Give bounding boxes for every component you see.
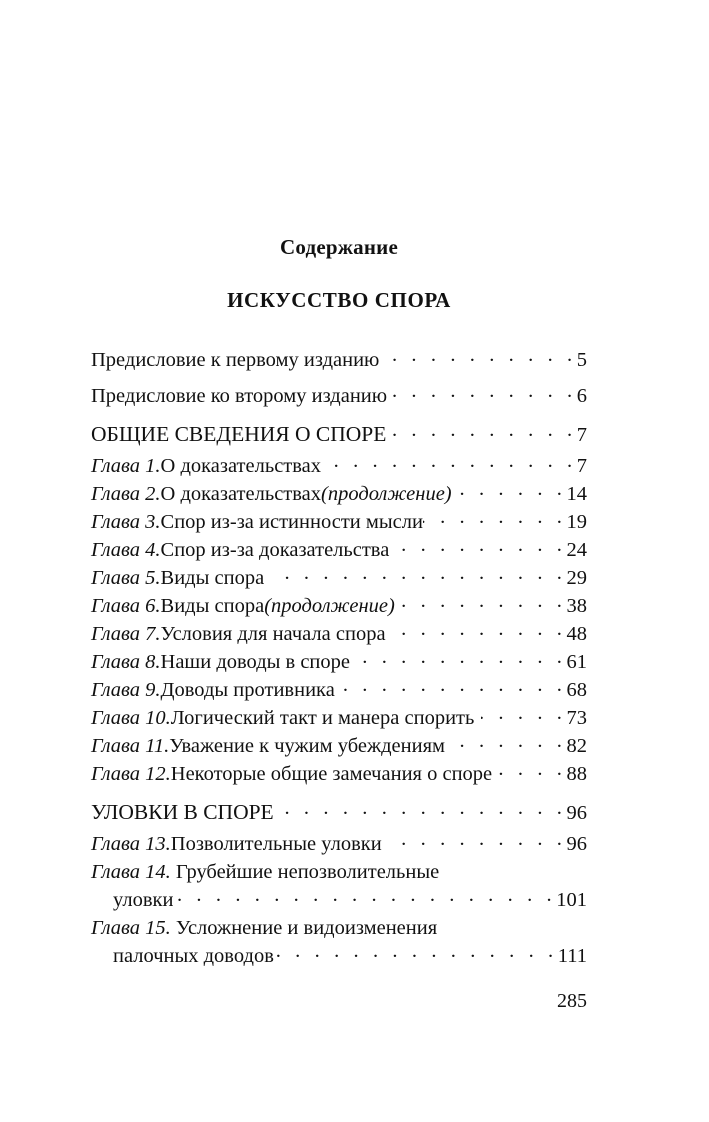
dot-leader — [271, 564, 566, 584]
toc-content — [91, 236, 587, 970]
entry-page-number: 6 — [576, 385, 587, 408]
chapter-title-wrap: уловки — [113, 889, 174, 912]
chapter-title: Доводы противника — [160, 679, 335, 702]
dot-leader — [393, 421, 576, 441]
toc-entry-chapter[interactable] — [91, 704, 587, 732]
chapter-title: О доказательствах — [160, 455, 322, 478]
entry-page-number: 14 — [566, 483, 587, 506]
chapter-title: Грубейшие непозволительные — [175, 861, 440, 884]
chapter-title: Наши доводы в споре — [160, 651, 350, 674]
dot-leader — [402, 592, 567, 612]
chapter-title-continuation-note: (продолжение) — [321, 483, 452, 506]
toc-entry-chapter[interactable] — [91, 760, 587, 788]
entry-page-number: 7 — [576, 424, 587, 447]
book-title: ИСКУССТВО СПОРА — [227, 288, 451, 313]
entry-page-number: 48 — [566, 623, 587, 646]
entry-page-number: 96 — [566, 833, 587, 856]
dot-leader — [342, 676, 567, 696]
chapter-title: Логический такт и манера спорить — [170, 707, 475, 730]
chapter-label: Глава 3. — [91, 511, 161, 534]
chapter-label: Глава 6. — [91, 595, 161, 618]
chapter-label: Глава 12. — [91, 763, 171, 786]
chapter-title-continuation-note: (продолжение) — [264, 595, 395, 618]
chapter-label: Глава 15. — [91, 917, 171, 940]
dot-leader — [396, 536, 566, 556]
toc-entry-chapter[interactable] — [91, 648, 587, 676]
toc-entry-chapter[interactable] — [91, 508, 587, 536]
chapter-title: Уважение к чужим убеждениям — [169, 735, 445, 758]
toc-entry-chapter[interactable] — [91, 452, 587, 480]
chapter-label: Глава 8. — [91, 651, 161, 674]
dot-leader — [499, 760, 566, 780]
chapter-label: Глава 7. — [91, 623, 161, 646]
toc-entry-chapter[interactable] — [91, 592, 587, 620]
dot-leader — [389, 830, 567, 850]
page-title: Содержание — [280, 235, 398, 259]
chapter-title: О доказательствах — [160, 483, 322, 506]
dot-leader — [357, 648, 567, 668]
entry-title: Предисловие ко второму изданию — [91, 385, 388, 408]
entry-page-number: 82 — [566, 735, 587, 758]
toc-entry-chapter[interactable] — [91, 732, 587, 760]
entry-page-number: 96 — [566, 802, 587, 825]
part-title: ОБЩИЕ СВЕДЕНИЯ О СПОРЕ — [91, 422, 387, 447]
chapter-label: Глава 10. — [91, 707, 171, 730]
chapter-label: Глава 5. — [91, 567, 161, 590]
chapter-title: Виды спора — [160, 595, 265, 618]
toc-entry-chapter[interactable] — [91, 676, 587, 704]
chapter-title: Некоторые общие замечания о споре — [170, 763, 493, 786]
entry-page-number: 111 — [557, 945, 587, 968]
entry-page-number: 38 — [566, 595, 587, 618]
toc-entry-chapter[interactable] — [91, 480, 587, 508]
toc-entry-chapter[interactable] — [91, 858, 587, 886]
toc-entry-front-matter[interactable] — [91, 342, 587, 378]
toc-list — [91, 342, 587, 970]
chapter-label: Глава 14. — [91, 861, 171, 884]
chapter-label: Глава 4. — [91, 539, 161, 562]
dot-leader — [459, 480, 567, 500]
entry-page-number: 88 — [566, 763, 587, 786]
chapter-label: Глава 11. — [91, 735, 170, 758]
chapter-title-wrap: палочных доводов — [113, 945, 274, 968]
chapter-title: Спор из-за доказательства — [160, 539, 390, 562]
entry-page-number: 19 — [566, 511, 587, 534]
entry-page-number: 29 — [566, 567, 587, 590]
toc-entry-chapter[interactable] — [91, 620, 587, 648]
entry-page-number: 101 — [556, 889, 587, 912]
chapter-label: Глава 13. — [91, 833, 171, 856]
entry-page-number: 68 — [566, 679, 587, 702]
dot-leader — [452, 732, 567, 752]
dot-leader — [281, 799, 567, 819]
dot-leader — [173, 886, 556, 906]
toc-entry-chapter-continuation[interactable] — [91, 942, 587, 970]
toc-entry-chapter[interactable] — [91, 830, 587, 858]
dot-leader — [481, 704, 566, 724]
chapter-label: Глава 2. — [91, 483, 161, 506]
chapter-label: Глава 1. — [91, 455, 161, 478]
entry-page-number: 73 — [566, 707, 587, 730]
dot-leader — [274, 942, 558, 962]
toc-entry-chapter[interactable] — [91, 914, 587, 942]
toc-entry-part-heading[interactable] — [91, 417, 587, 452]
toc-entry-front-matter[interactable] — [91, 378, 587, 414]
entry-page-number: 24 — [566, 539, 587, 562]
dot-leader — [423, 508, 567, 528]
dot-leader — [386, 620, 567, 640]
chapter-title: Виды спора — [160, 567, 265, 590]
chapter-title: Усложнение и видоизменения — [175, 917, 438, 940]
chapter-title: Позволительные уловки — [170, 833, 382, 856]
chapter-title: Условия для начала спора — [160, 623, 386, 646]
dot-leader — [387, 382, 577, 402]
part-title: УЛОВКИ В СПОРЕ — [91, 800, 274, 825]
toc-entry-chapter[interactable] — [91, 564, 587, 592]
chapter-label: Глава 9. — [91, 679, 161, 702]
entry-page-number: 7 — [576, 455, 587, 478]
entry-title: Предисловие к первому изданию — [91, 349, 380, 372]
toc-entry-chapter[interactable] — [91, 536, 587, 564]
chapter-title: Спор из-за истинности мысли — [160, 511, 423, 534]
page-number: 285 — [557, 990, 587, 1012]
dot-leader — [328, 452, 577, 472]
toc-entry-chapter-continuation[interactable] — [91, 886, 587, 914]
toc-entry-part-heading[interactable] — [91, 795, 587, 830]
dot-leader — [386, 346, 576, 366]
entry-page-number: 61 — [566, 651, 587, 674]
entry-page-number: 5 — [576, 349, 587, 372]
